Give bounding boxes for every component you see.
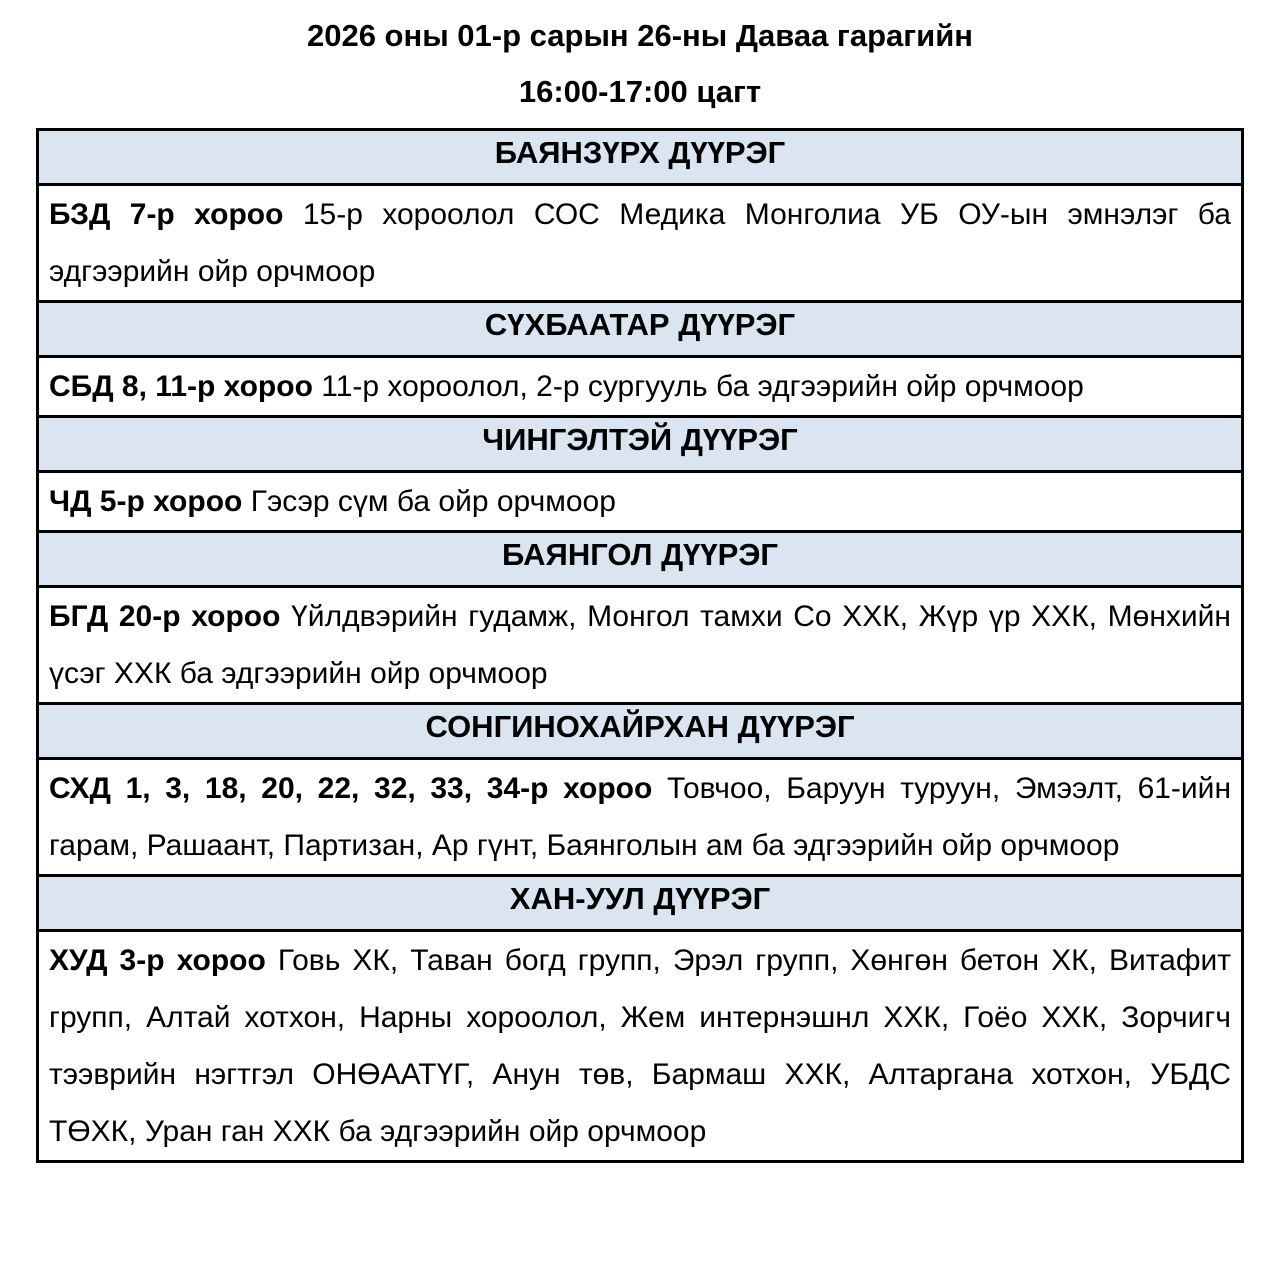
entry-khoroo-prefix: БГД 20-р хороо: [49, 600, 281, 633]
district-entry: [38, 185, 1243, 302]
entry-khoroo-prefix: БЗД 7-р хороо: [49, 198, 284, 231]
title-time-line: 16:00-17:00 цагт: [518, 74, 762, 109]
schedule-table-body: [38, 130, 1243, 1162]
district-header-row: [38, 704, 1243, 759]
schedule-table: [36, 128, 1244, 1163]
district-entry-row: [38, 759, 1243, 876]
district-entry-row: [38, 185, 1243, 302]
district-header: ХАН-УУЛ ДҮҮРЭГ: [38, 876, 1243, 931]
district-header-row: [38, 532, 1243, 587]
district-header-row: [38, 302, 1243, 357]
entry-khoroo-prefix: ХУД 3-р хороо: [49, 944, 266, 977]
district-header-row: [38, 130, 1243, 185]
district-header: ЧИНГЭЛТЭЙ ДҮҮРЭГ: [38, 417, 1243, 472]
district-header-row: [38, 417, 1243, 472]
district-entry: [38, 587, 1243, 704]
entry-khoroo-prefix: СХД 1, 3, 18, 20, 22, 32, 33, 34-р хороо: [49, 772, 653, 805]
entry-description: Үйлдвэрийн гудамж, Монгол тамхи Со ХХК, Жүр үр ХХК, Мөнхийн үсэг ХХК ба эдгээрийн ойр орчмоор: [49, 600, 1231, 690]
district-entry: [38, 357, 1243, 417]
district-header: БАЯНГОЛ ДҮҮРЭГ: [38, 532, 1243, 587]
district-header: СҮХБААТАР ДҮҮРЭГ: [38, 302, 1243, 357]
entry-description: Гэсэр сүм ба ойр орчмоор: [250, 485, 616, 518]
district-entry-row: [38, 587, 1243, 704]
title-date-line: 2026 оны 01-р сарын 26-ны Даваа гарагийн: [306, 18, 974, 53]
district-entry: [38, 931, 1243, 1162]
district-entry-row: [38, 931, 1243, 1162]
entry-description: Товчоо, Баруун туруун, Эмээлт, 61-ийн гарам, Рашаант, Партизан, Ар гүнт, Баянголын ам ба эдгээрийн ойр орчмоор: [49, 772, 1232, 862]
entry-khoroo-prefix: СБД 8, 11-р хороо: [49, 370, 313, 403]
district-header-row: [38, 876, 1243, 931]
district-header: БАЯНЗҮРХ ДҮҮРЭГ: [38, 130, 1243, 185]
district-entry: [38, 472, 1243, 532]
entry-description: 11-р хороолол, 2-р сургууль ба эдгээрийн ойр орчмоор: [321, 370, 1084, 403]
district-entry-row: [38, 472, 1243, 532]
entry-description: 15-р хороолол СОС Медика Монголиа УБ ОУ-ын эмнэлэг ба эдгээрийн ойр орчмоор: [49, 198, 1231, 288]
district-entry: [38, 759, 1243, 876]
entry-description: Говь ХК, Таван богд групп, Эрэл групп, Хөнгөн бетон ХК, Витафит групп, Алтай хотхон, Нарны хороолол, Жем интернэшнл ХХК, Гоёо ХХК, Зорчигч тээврийн нэгтгэл ОНӨААТҮГ, Анун төв, Бармаш ХХК, Алтаргана хотхон, УБДС ТӨХК, Уран ган ХХК ба эдгээрийн ойр орчмоор: [49, 944, 1231, 1148]
entry-khoroo-prefix: ЧД 5-р хороо: [49, 485, 243, 518]
district-header: СОНГИНОХАЙРХАН ДҮҮРЭГ: [38, 704, 1243, 759]
district-entry-row: [38, 357, 1243, 417]
